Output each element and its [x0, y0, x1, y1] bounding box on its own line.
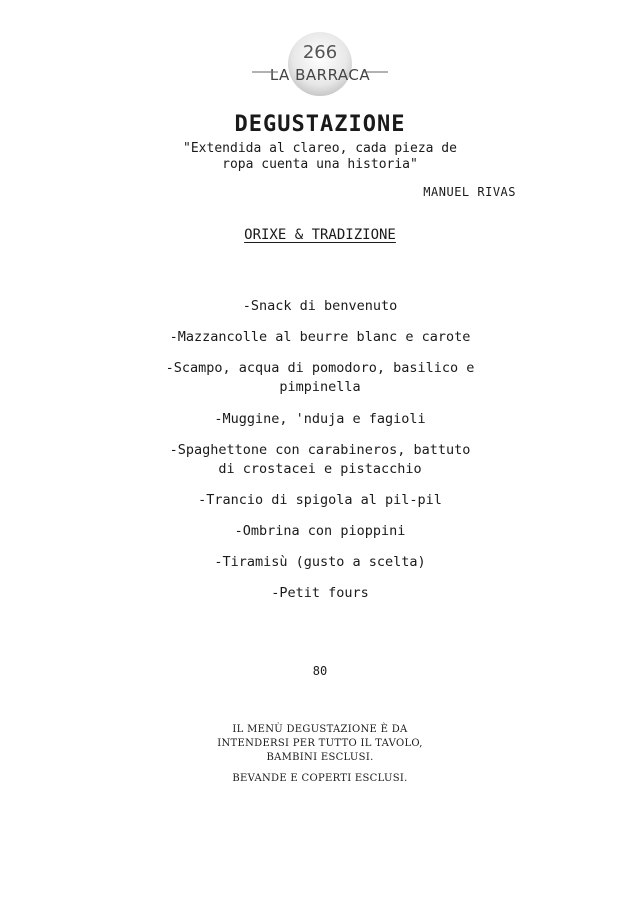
course-item: -Trancio di spigola al pil-pil — [198, 492, 442, 508]
course-item: -Spaghettone con carabineros, battuto di crostacei e pistacchio — [169, 442, 471, 477]
logo-number: 266 — [302, 42, 338, 63]
logo-graphic — [248, 30, 392, 100]
table-note: IL MENÙ DEGUSTAZIONE È DA INTENDERSI PER TUTTO IL TAVOLO, BAMBINI ESCLUSI. — [217, 724, 423, 763]
course-item: -Tiramisù (gusto a scelta) — [214, 554, 426, 570]
course-item: -Scampo, acqua di pomodoro, basilico e pimpinella — [165, 360, 475, 395]
course-item: -Muggine, 'nduja e fagioli — [214, 411, 426, 427]
exclusions-note: BEVANDE E COPERTI ESCLUSI. — [232, 773, 408, 784]
quote-author: MANUEL RIVAS — [423, 185, 516, 199]
menu-title: DEGUSTAZIONE — [234, 112, 406, 137]
quote-text: "Extendida al clareo, cada pieza de ropa cuenta una historia" — [183, 141, 457, 172]
course-item: -Mazzancolle al beurre blanc e carote — [169, 329, 471, 345]
course-item: -Ombrina con pioppini — [234, 523, 406, 539]
logo-name: LA BARRACA — [269, 66, 371, 84]
course-item: -Petit fours — [271, 585, 369, 601]
course-item: -Snack di benvenuto — [242, 298, 398, 314]
menu-price: 80 — [312, 664, 328, 678]
restaurant-logo — [248, 30, 392, 100]
section-heading: ORIXE & TRADIZIONE — [244, 227, 396, 243]
